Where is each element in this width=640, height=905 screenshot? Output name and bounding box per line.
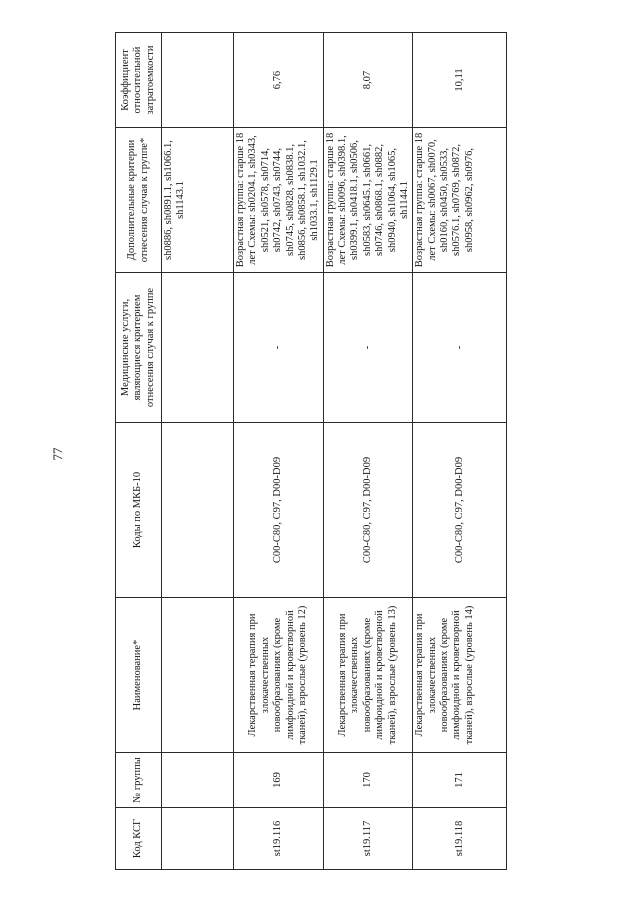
cell-criteria-text: Возрастная группа: старше 18 лет Схемы: sh0067, sh0070, sh0160, sh0450, sh0533, sh0576.1, sh0769, sh0872, sh0958, sh0962, sh0976, [414,132,475,268]
cell-code: st19.116 [234,808,324,870]
cell-services [162,273,234,423]
cell-name: Лекарственная терапия при злокачественных новообразованиях (кроме лимфоидной и кроветворной тканей), взрослые (уровень 13) [323,598,413,753]
cell-services: - [413,273,507,423]
cell-group: 170 [323,753,413,808]
cell-services: - [234,273,324,423]
cell-icd: C00-C80, C97, D00-D09 [234,423,324,598]
header-services: Медицинские услуги, являющиеся критерием отнесения случая к группе [116,273,162,423]
cell-coef [162,33,234,128]
cell-criteria [413,128,507,273]
cell-code: st19.117 [323,808,413,870]
table-row [323,33,413,870]
cell-name: Лекарственная терапия при злокачественных новообразованиях (кроме лимфоидной и кроветворной тканей), взрослые (уровень 12) [234,598,324,753]
cell-name: Лекарственная терапия при злокачественных новообразованиях (кроме лимфоидной и кроветворной тканей), взрослые (уровень 14) [413,598,507,753]
cell-criteria: sh0886, sh0891.1, sh1066.1, sh1143.1 [162,128,234,273]
cell-coef: 6,76 [234,33,324,128]
cell-group [162,753,234,808]
cell-code: st19.118 [413,808,507,870]
header-code: Код КСГ [116,808,162,870]
cell-icd [162,423,234,598]
page-number: 77 [50,447,65,461]
header-coef: Коэффициент относительной затратоемкости [116,33,162,128]
cell-icd: C00-C80, C97, D00-D09 [323,423,413,598]
cell-coef: 10,11 [413,33,507,128]
header-group: № группы [116,753,162,808]
table-row [162,33,234,870]
ksg-table [115,32,507,870]
table-header-row [116,33,162,870]
header-icd: Коды по МКБ-10 [116,423,162,598]
cell-coef: 8,07 [323,33,413,128]
cell-criteria: Возрастная группа: старше 18 лет Схемы: sh0204.1, sh0343, sh0521, sh0578, sh0714, sh0742, sh0743, sh0744, sh0745, sh0828, sh0838.1, sh0856, sh0858.1, sh1032.1, sh1033.1, sh1129.1 [234,128,324,273]
cell-code [162,808,234,870]
cell-icd: C00-C80, C97, D00-D09 [413,423,507,598]
cell-criteria: Возрастная группа: старше 18 лет Схемы: sh0096, sh0398.1, sh0399.1, sh0418.1, sh0506, sh0583, sh0645.1, sh0661, sh0746, sh0868.1, sh0882, sh0940, sh1064, sh1065, sh1144.1 [323,128,413,273]
cell-name [162,598,234,753]
cell-services: - [323,273,413,423]
header-name: Наименование* [116,598,162,753]
cell-group: 169 [234,753,324,808]
header-criteria: Дополнительные критерии отнесения случая к группе* [116,128,162,273]
cell-group: 171 [413,753,507,808]
table-row [413,33,507,870]
rotated-table-container [115,33,475,870]
table-row [234,33,324,870]
